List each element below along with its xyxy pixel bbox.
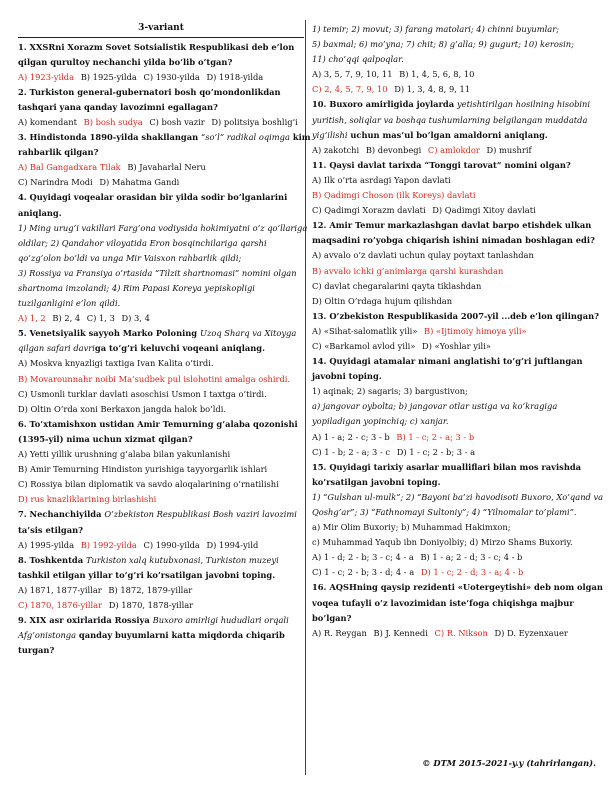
option-d[interactable]: D) D. Eyzenxauer <box>494 627 568 638</box>
option-c[interactable]: C) davlat chegaralarini qayta tiklashdan <box>312 280 482 291</box>
question-4-item-line: 3) Rossiya va Fransiya o’rtasida “Tilzit shartnomasi” nomini olgan <box>18 267 297 278</box>
option-c[interactable]: C) 1 - c; 2 - b; 3 - d; 4 - a <box>312 567 415 578</box>
question-8-text: 8. Toshkentda Turkiston xalq kutubxonasi, Turkiston muzeyi <box>18 554 279 565</box>
question-15-item-line: a) Mir Olim Buxoriy; b) Muhammad Hakimxon; <box>312 522 511 533</box>
question-15-text-cont: ko’rsatilgan javobni toping. <box>312 476 441 487</box>
option-d[interactable]: D) 1994-yild <box>206 539 259 550</box>
question-12-text: 12. Amir Temur markazlashgan davlat barpo etishdek ulkan <box>312 220 592 231</box>
option-c[interactable]: C) «Barkamol avlod yili» <box>312 340 416 351</box>
option-b[interactable]: B) 1872, 1879-yillar <box>108 584 193 595</box>
option-c[interactable]: C) 2, 4, 5, 7, 9, 10 <box>312 84 388 95</box>
question-1-options <box>18 70 304 85</box>
question-9-text-end: turgan? <box>18 645 55 656</box>
question-7-options <box>18 538 304 553</box>
question-13-options-cd <box>312 339 598 354</box>
option-c[interactable]: C) Rossiya bilan diplomatik va savdo aloqalarining o’rnatilishi <box>18 479 279 490</box>
option-d[interactable]: D) 1870, 1878-yillar <box>108 599 194 610</box>
option-a[interactable]: A) 1923-yilda <box>18 71 75 82</box>
option-a[interactable]: A) Moskva knyazligi taxtiga Ivan Kalita o’tirdi. <box>18 358 214 369</box>
option-b[interactable]: B) 1925-yilda <box>80 71 137 82</box>
option-c[interactable]: C) 1930-yilda <box>143 71 200 82</box>
option-c[interactable]: C) R. Nikson <box>434 627 488 638</box>
question-13-text: 13. O’zbekiston Respublikasida 2007-yil ...deb e’lon qilingan? <box>312 310 600 321</box>
question-14-item-line: 1) aqinak; 2) sagaris; 3) bargustivon; <box>312 386 468 397</box>
option-b[interactable]: B) devonbegi <box>365 144 422 155</box>
option-a[interactable]: A) 1995-yilda <box>18 539 75 550</box>
question-15-item-line: c) Muhammad Yaqub ibn Doniyolbiy; d) Mirzo Shams Buxoriy. <box>312 537 573 548</box>
option-c[interactable]: C) 1, 3 <box>86 313 115 324</box>
option-c[interactable]: C) Qadimgi Xorazm davlati <box>312 205 426 216</box>
option-b[interactable]: B) bosh sudya <box>83 116 143 127</box>
option-c[interactable]: C) Narindra Modi <box>18 177 93 188</box>
option-b[interactable]: B) «Ijtimoiy himoya yili» <box>424 325 527 336</box>
question-1-text: 1. XXSRni Xorazm Sovet Sotsialistik Respublikasi deb e’lon <box>18 41 295 52</box>
question-11-options-cd <box>312 203 598 218</box>
option-b[interactable]: B) 1992-yilda <box>80 539 137 550</box>
question-4-item-line: 1) Ming urug’i vakillari Farg’ona vodiysida hokimiyatni o’z qo’llariga <box>18 222 308 233</box>
option-a[interactable]: A) 1 - a; 2 - c; 3 - b <box>312 431 390 442</box>
question-15-item-line: 1) “Gulshan ul-mulk”; 2) “Bayoni ba’zi havodisoti Buxoro, Xo’qand va <box>312 491 604 502</box>
option-a[interactable]: A) Bal Gangadxara Tilak <box>18 162 121 173</box>
option-b[interactable]: B) 1 - a; 2 - d; 3 - c; 4 - b <box>420 552 523 563</box>
option-b[interactable]: B) avvalo ichki g’animlarga qarshi kurashdan <box>312 265 504 276</box>
question-13-options-ab <box>312 324 598 339</box>
question-8-options-cd <box>18 598 304 613</box>
question-14-options-ab <box>312 430 598 445</box>
question-10-text: 10. Buxoro amirligida joylarda yetishtirilgan hosilning hisobini <box>312 99 591 110</box>
option-a[interactable]: A) R. Reygan <box>312 627 367 638</box>
question-4-options <box>18 311 304 326</box>
question-3-options-ab <box>18 160 304 175</box>
question-5-text: 5. Venetsiyalik sayyoh Marko Poloning Uzoq Sharq va Xitoyga <box>18 328 297 339</box>
question-9-options-ab <box>312 67 598 82</box>
question-10-options <box>312 143 598 158</box>
option-b[interactable]: B) 2, 4 <box>52 313 81 324</box>
option-d[interactable]: D) 3, 4 <box>121 313 150 324</box>
option-d[interactable]: D) 1918-yilda <box>206 71 264 82</box>
question-6-text: 6. To’xtamishxon ustidan Amir Temurning g’alaba qozonishi <box>18 418 298 429</box>
question-4-text-cont: aniqlang. <box>18 207 62 218</box>
option-d[interactable]: D) 1 - c; 2 - b; 3 - a <box>396 446 476 457</box>
question-15-item-line: Qoshg’ar”; 3) “Fathnomayi Sultoniy”; 4) “Yilnomalar to’plami”. <box>312 507 577 517</box>
option-a[interactable]: A) «Sihat-salomatlik yili» <box>312 325 418 336</box>
question-14-item-line: a) jangovar oybolta; b) jangovar otlar ustiga va ko’kragiga <box>312 401 558 412</box>
question-9-text-cont: Afg’onistonga qanday buyumlarni katta miqdorda chiqarib <box>18 630 285 641</box>
option-d[interactable]: D) rus knazliklarining birlashishi <box>18 494 157 505</box>
option-a[interactable]: A) avvalo o’z davlati uchun qulay poytaxt tanlashdan <box>312 250 534 261</box>
option-a[interactable]: A) Yetti yillik urushning g’alaba bilan yakunlanishi <box>18 449 231 460</box>
question-6-text-cont: (1395-yil) nima uchun xizmat qilgan? <box>18 433 193 444</box>
question-10-text-end: yig’ilishi uchun mas’ul bo’lgan amaldorni aniqlang. <box>312 129 548 140</box>
option-d[interactable]: D) Oltin O’rdaga hujum qilishdan <box>312 295 453 306</box>
option-c[interactable]: C) 1 - b; 2 - a; 3 - c <box>312 446 391 457</box>
question-9-options-cd <box>312 82 598 97</box>
option-b[interactable]: B) 1, 4, 5, 6, 8, 10 <box>399 69 475 80</box>
option-b[interactable]: B) Movarounnahr noibi Ma’sudbek pul islohotini amalga oshirdi. <box>18 373 291 384</box>
question-5-text-cont: qilgan safari davriga to’g’ri keluvchi voqeani aniqlang. <box>18 343 265 354</box>
question-2-text-cont: tashqari yana qanday lavozimni egallagan? <box>18 101 218 112</box>
page-title: 3-variant <box>18 22 304 38</box>
option-c[interactable]: C) Usmonli turklar davlati asoschisi Usmon I taxtga o’tirdi. <box>18 388 267 399</box>
question-3-options-cd <box>18 175 304 190</box>
option-d[interactable]: D) politsiya boshlig’i <box>211 116 298 127</box>
question-11-text: 11. Qaysi davlat tarixda “Tonggi tarovat” nomini olgan? <box>312 159 571 170</box>
question-8-text-cont: tashkil etilgan yillar to’g’ri ko’rsatilgan javobni toping. <box>18 569 276 580</box>
question-8-options-ab <box>18 583 304 598</box>
question-4-text: 4. Quyidagi voqealar orasidan bir yilda sodir bo’lganlarini <box>18 192 288 203</box>
question-14-text: 14. Quyidagi atamalar nimani anglatishi to’g’ri juftlangan <box>312 356 583 367</box>
question-16-text-cont: voqea tufayli o’z lavozimidan iste’foga chiqishga majbur <box>312 597 574 608</box>
option-c[interactable]: C) bosh vazir <box>149 116 205 127</box>
question-9-item-line: 11) cho’qqi qalpoqlar. <box>312 54 404 65</box>
option-d[interactable]: D) mushrif <box>486 144 532 155</box>
copyright-footer: © DTM 2015-2021-y.y (tahrirlangan). <box>422 758 596 768</box>
question-3-text: 3. Hindistonda 1890-yilda shakllangan “so’l” radikal oqimga kim <box>18 132 311 143</box>
option-c[interactable]: C) 1870, 1876-yillar <box>18 599 103 610</box>
question-7-text-cont: ta’sis etilgan? <box>18 524 83 535</box>
option-c[interactable]: C) 1990-yilda <box>143 539 200 550</box>
question-16-text-end: bo’lgan? <box>312 612 352 623</box>
question-9-item-line: 1) temir; 2) movut; 3) farang matolari; 4) chinni buyumlar; <box>312 24 559 34</box>
question-2-text: 2. Turkiston general-gubernatori bosh qo’mondonlikdan <box>18 86 281 97</box>
option-a[interactable]: A) 1 - d; 2 - b; 3 - c; 4 - a <box>312 552 414 563</box>
left-column <box>18 22 311 658</box>
option-b[interactable]: B) Amir Temurning Hindiston yurishiga tayyorgarlik ishlari <box>18 464 268 475</box>
option-d[interactable]: D) Oltin O’rda xoni Berkaxon jangda halok bo’ldi. <box>18 403 227 414</box>
question-12-text-cont: maqsadini ro’yobga chiqarish ishini nimadan boshlagan edi? <box>312 235 595 246</box>
question-15-options-ab <box>312 550 598 565</box>
option-a[interactable]: A) 1, 2 <box>18 313 46 324</box>
question-4-item-line: qo’zg’olon bo’ldi va unga Mir Vaisxon rahbarlik qildi; <box>18 252 242 263</box>
option-b[interactable]: B) Javaharlal Neru <box>127 162 206 173</box>
option-a[interactable]: A) 1871, 1877-yillar <box>18 584 102 595</box>
question-14-options-cd <box>312 445 598 460</box>
question-4-item-line: shartnoma imzolandi; 4) Rim Papasi Koreya yepiskopligi <box>18 283 255 293</box>
question-9-text: 9. XIX asr oxirlarida Rossiya Buxoro amirligi hududlari orqali <box>18 615 289 626</box>
question-9-item-line: 5) baxmal; 6) mo’yna; 7) chit; 8) g’alla; 9) gugurt; 10) kerosin; <box>312 39 574 50</box>
option-b[interactable]: B) J. Kennedi <box>373 627 428 638</box>
question-15-options-cd <box>312 565 598 580</box>
option-a[interactable]: A) zakotchi <box>312 144 360 155</box>
question-4-item-line: oldilar; 2) Qandahor viloyatida Eron bosqinchilariga qarshi <box>18 237 267 248</box>
option-c[interactable]: C) amlokdor <box>427 144 480 155</box>
question-4-item-line: tuzilganligini e’lon qildi. <box>18 298 121 309</box>
option-d[interactable]: D) Qadimgi Xitoy davlati <box>432 205 536 216</box>
option-d[interactable]: D) 1, 3, 4, 8, 9, 11 <box>394 84 471 95</box>
option-b[interactable]: B) 1 - c; 2 - a; 3 - b <box>396 431 475 442</box>
option-d[interactable]: D) «Yoshlar yili» <box>422 340 491 351</box>
question-16-options <box>312 626 598 641</box>
option-d[interactable]: D) Mahatma Gandi <box>99 177 180 188</box>
question-2-options <box>18 115 304 130</box>
option-a[interactable]: A) 3, 5, 7, 9, 10, 11 <box>312 69 393 80</box>
right-column <box>312 22 604 641</box>
question-16-text: 16. AQSHning qaysip rezidenti «Uotergeytishi» deb nom olgan <box>312 582 603 593</box>
question-14-item-line: yopiladigan yopinchiq; c) xanjar. <box>312 416 449 427</box>
option-a[interactable]: A) Ilk o’rta asrdagi Yapon davlati <box>312 174 451 185</box>
option-a[interactable]: A) komendant <box>18 116 77 127</box>
question-3-text-cont: rahbarlik qilgan? <box>18 147 99 158</box>
option-b[interactable]: B) Qadimgi Choson (ilk Koreys) davlati <box>312 190 476 201</box>
question-1-text-cont: qilgan qurultoy nechanchi yilda bo’lib o’tgan? <box>18 56 233 67</box>
question-7-text: 7. Nechanchiyilda O’zbekiston Respublikasi Bosh vaziri lavozimi <box>18 509 297 520</box>
question-10-text-cont: yuritish, soliqlar va boshqa tushumlarning belgilangan muddatda <box>312 114 588 125</box>
option-d[interactable]: D) 1 - c; 2 - d; 3 - a; 4 - b <box>420 567 524 578</box>
question-15-text: 15. Quyidagi tarixiy asarlar mualliflari bilan mos ravishda <box>312 461 582 472</box>
question-14-text-cont: javobni toping. <box>312 371 382 382</box>
